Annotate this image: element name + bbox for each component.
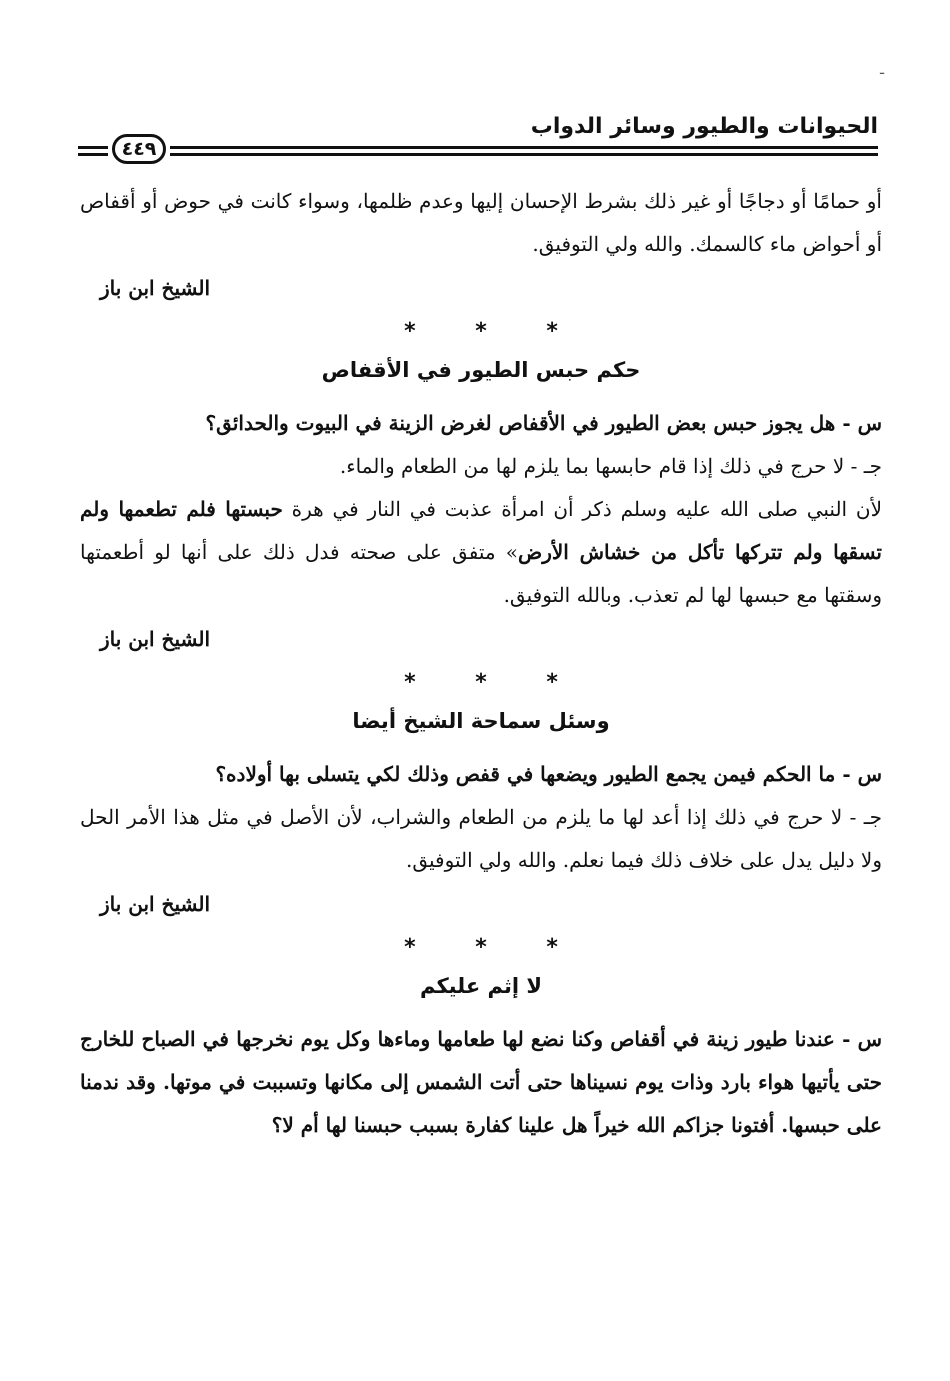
answer: جـ - لا حرج في ذلك إذا قام حابسها بما يلزم لها من الطعام والماء.	[339, 454, 882, 478]
separator-stars: * * *	[404, 935, 584, 960]
section-title: وسئل سماحة الشيخ أيضا	[352, 709, 610, 733]
separator-stars: * * *	[404, 670, 584, 695]
header-rule-left-bottom	[78, 153, 108, 156]
page-number: ٤٤٩	[112, 134, 166, 164]
section-title: لا إثم عليكم	[420, 974, 542, 998]
page-body	[80, 180, 882, 1147]
answer-text: لأن النبي صلى الله عليه وسلم ذكر أن امرأة عذبت في النار في هرة	[282, 497, 883, 521]
question: س - هل يجوز حبس بعض الطيور في الأقفاص لغرض الزينة في البيوت والحدائق؟	[205, 411, 882, 435]
hadith-quote: حبستها فلم تطعمها ولم تسقها ولم تتركها تأكل من خشاش الأرض	[80, 497, 882, 564]
signature: الشيخ ابن باز	[99, 276, 210, 300]
answer-continuation	[80, 488, 882, 617]
page-header	[78, 112, 878, 168]
separator-stars: * * *	[404, 319, 584, 344]
answer: جـ - لا حرج في ذلك إذا أعد لها ما يلزم من الطعام والشراب، لأن الأصل في مثل هذا الأمر الحل ولا دليل يدل على خلاف ذلك فيما نعلم. والله ولي التوفيق.	[80, 805, 882, 872]
answer-text-end: » متفق على صحته فدل ذلك على أنها لو أطعمتها وسقتها مع حبسها لها لم تعذب. وبالله التوفيق.	[80, 540, 882, 607]
signature: الشيخ ابن باز	[99, 627, 210, 651]
question: س - عندنا طيور زينة في أقفاص وكنا نضع لها طعامها وماءها وكل يوم نخرجها في الصباح للخارج حتى يأتيها هواء بارد وذات يوم نسيناها حتى أتت الشمس إلى مكانها وتسببت في موتها. وقد ندمنا على حبسها. أفتونا جزاكم الله خيراً هل علينا كفارة بسبب حبسنا لها أم لا؟	[80, 1027, 882, 1137]
question: س - ما الحكم فيمن يجمع الطيور ويضعها في قفص وذلك لكي يتسلى بها أولاده؟	[215, 762, 882, 786]
intro-paragraph: أو حمامًا أو دجاجًا أو غير ذلك بشرط الإحسان إليها وعدم ظلمها، وسواء كانت في حوض أو أقفاص أو أحواض ماء كالسمك. والله ولي التوفيق.	[80, 189, 882, 256]
header-rule-left-top	[78, 146, 108, 149]
signature: الشيخ ابن باز	[99, 892, 210, 916]
corner-mark: ـ	[880, 62, 885, 78]
running-title: الحيوانات والطيور وسائر الدواب	[530, 114, 878, 139]
section-title: حكم حبس الطيور في الأقفاص	[321, 358, 641, 382]
header-rule-top	[170, 146, 878, 149]
header-rule-bottom	[170, 153, 878, 156]
